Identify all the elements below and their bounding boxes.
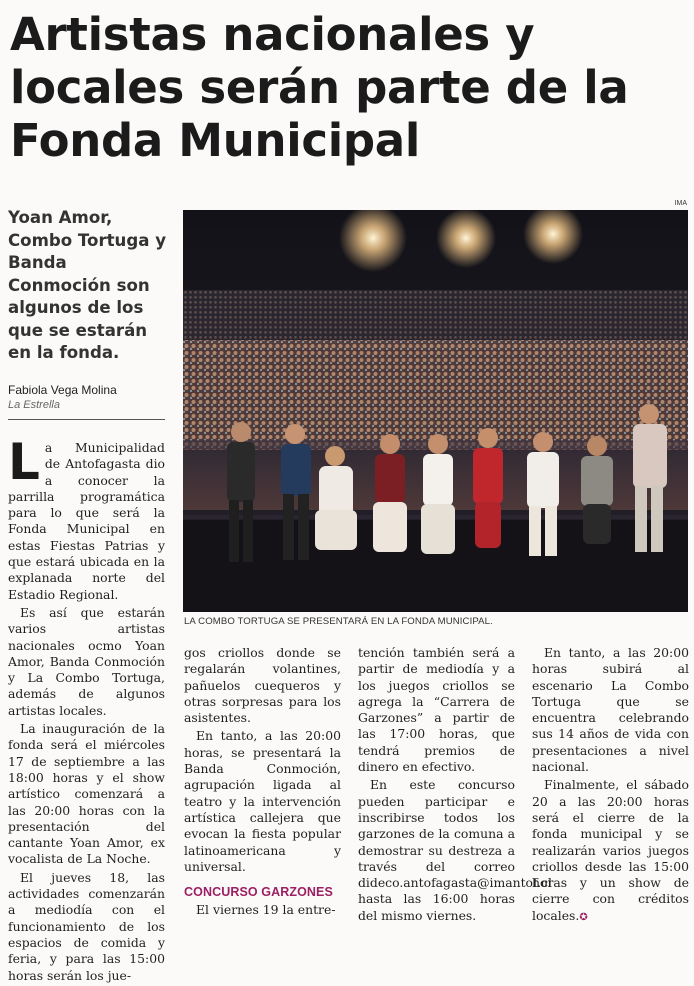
byline xyxy=(8,383,166,411)
drop-cap: L xyxy=(8,433,40,491)
end-mark-icon: ✪ xyxy=(579,911,588,923)
article-column-2 xyxy=(184,645,341,921)
concert-photo xyxy=(183,210,688,612)
byline-divider xyxy=(8,419,165,420)
author-name: Fabiola Vega Molina xyxy=(8,383,117,397)
paragraph: La inauguración de la fonda será el miércoles 17 de septiembre a las 18:00 horas y el show artístico comenzará a las 20:00 horas con la presentación del cantante Yoan Amor, ex vocalista de La Noche. xyxy=(8,721,165,867)
paragraph: Finalmente, el sábado 20 a las 20:00 horas será el cierre de la fonda municipal y se realizarán varios juegos criollos desde las 15:00 horas y un show de cierre con créditos locales.✪ xyxy=(532,777,689,923)
article-column-4 xyxy=(532,645,689,928)
article-column-3 xyxy=(358,645,552,926)
paragraph: En este concurso pueden participar e inscribirse todos los garzones de la comuna a demostrar su destreza a través del correo dideco.antofagasta@imantof.cl hasta las 16:00 horas del mismo viernes. xyxy=(358,777,552,923)
paragraph: En tanto, a las 20:00 horas subirá al escenario La Combo Tortuga que se encuentra celebrando sus 14 años de vida con presentaciones a nivel nacional. xyxy=(532,645,689,775)
article-column-1 xyxy=(8,433,165,986)
outlet-name: La Estrella xyxy=(8,399,60,411)
photo-caption: LA COMBO TORTUGA SE PRESENTARÁ EN LA FONDA MUNICIPAL. xyxy=(184,616,493,627)
paragraph: Es así que estarán varios artistas nacionales ocmo Yoan Amor, Banda Conmoción y La Combo Tortuga, además de algunos artistas locales. xyxy=(8,604,165,718)
headline: Artistas nacionales y locales serán parte de la Fonda Municipal xyxy=(10,8,629,168)
paragraph: En tanto, a las 20:00 horas, se presentará la Banda Conmoción, agrupación ligada al teatro y la intervención artística callejera que evocan la fiesta popular latinoamericana y universal. xyxy=(184,728,341,874)
paragraph: tención también será a partir de mediodía y a los juegos criollos se agrega la “Carrera de Garzones” a partir de las 17:00 horas, que tendrá premios de dinero en efectivo. xyxy=(358,645,515,775)
paragraph: gos criollos donde se regalarán volantines, pañuelos cuequeros y otras sorpresas para los asistentes. xyxy=(184,645,341,726)
paragraph: El jueves 18, las actividades comenzarán a mediodía con el funcionamiento de los espacios de comida y feria, y para las 15:00 horas serán los jue- xyxy=(8,869,165,983)
photo-credit: IMA xyxy=(674,200,687,207)
paragraph: El viernes 19 la entre- xyxy=(196,902,336,918)
subhead: CONCURSO GARZONES xyxy=(184,885,333,900)
lead-paragraph: La Municipalidad de Antofagasta dio a conocer la parrilla programática para lo que será la Fonda Municipal en estas Fiestas Patrias y que estará ubicada en la explanada norte del Estadio Regional. xyxy=(8,433,165,602)
summary-deck: Yoan Amor, Combo Tortuga y Banda Conmoción son algunos de los que se estarán en la fonda. xyxy=(8,208,167,363)
